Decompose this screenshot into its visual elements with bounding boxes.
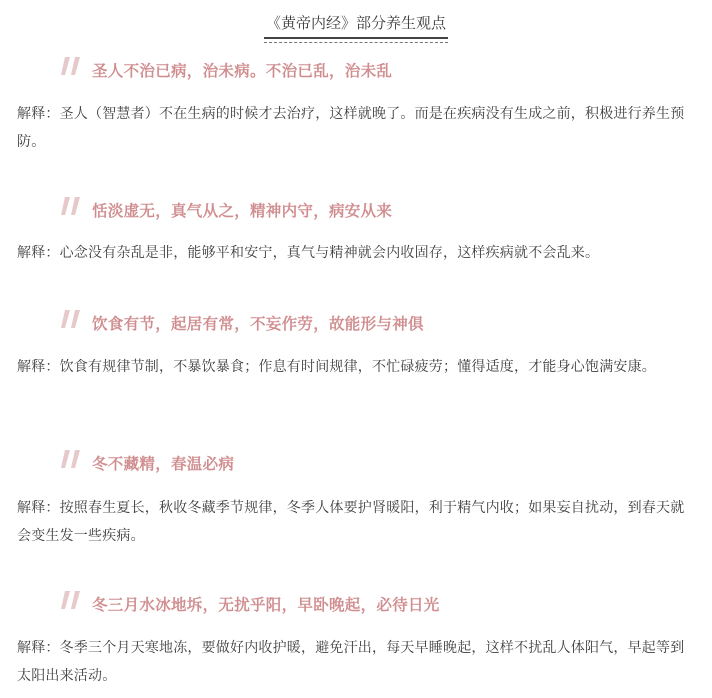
quote-mark-icon — [60, 308, 84, 330]
section-explanation: 解释：心念没有杂乱是非，能够平和安宁，真气与精神就会内收固存，这样疾病就不会乱来。 — [17, 245, 600, 261]
section-heading-text: 冬不藏精，春温必病 — [92, 455, 235, 473]
section-heading — [60, 589, 440, 619]
section-heading — [60, 448, 234, 478]
section-explanation: 解释：按照春生夏长，秋收冬藏季节规律，冬季人体要护肾暖阳，利于精气内收；如果妄自扰动，到春天就会变生发一些疾病。 — [17, 500, 685, 544]
section-heading-text: 冬三月水冰地坼，无扰乎阳，早卧晚起，必待日光 — [92, 596, 440, 614]
page-title-wrap — [0, 12, 712, 39]
section-heading — [60, 195, 392, 225]
quote-mark-icon — [60, 195, 84, 217]
section-heading-text: 饮食有节，起居有常，不妄作劳，故能形与神俱 — [92, 315, 424, 333]
quote-mark-icon — [60, 448, 84, 470]
page-title: 《黄帝内经》部分养生观点 — [264, 12, 448, 39]
section-explanation: 解释：圣人（智慧者）不在生病的时候才去治疗，这样就晚了。而是在疾病没有生成之前，积极进行养生预防。 — [17, 106, 685, 150]
section-heading — [60, 308, 424, 338]
section-heading-text: 恬淡虚无，真气从之，精神内守，病安从来 — [92, 202, 393, 220]
section-heading-text: 圣人不治已病，治未病。不治已乱，治未乱 — [92, 62, 393, 80]
section-heading — [60, 55, 392, 85]
quote-mark-icon — [60, 55, 84, 77]
section-explanation: 解释：冬季三个月天寒地冻，要做好内收护暖，避免汗出，每天早睡晚起，这样不扰乱人体阳气，早起等到太阳出来活动。 — [17, 640, 685, 684]
quote-mark-icon — [60, 589, 84, 611]
section-explanation: 解释：饮食有规律节制，不暴饮暴食；作息有时间规律，不忙碌疲劳；懂得适度，才能身心饱满安康。 — [17, 359, 656, 375]
